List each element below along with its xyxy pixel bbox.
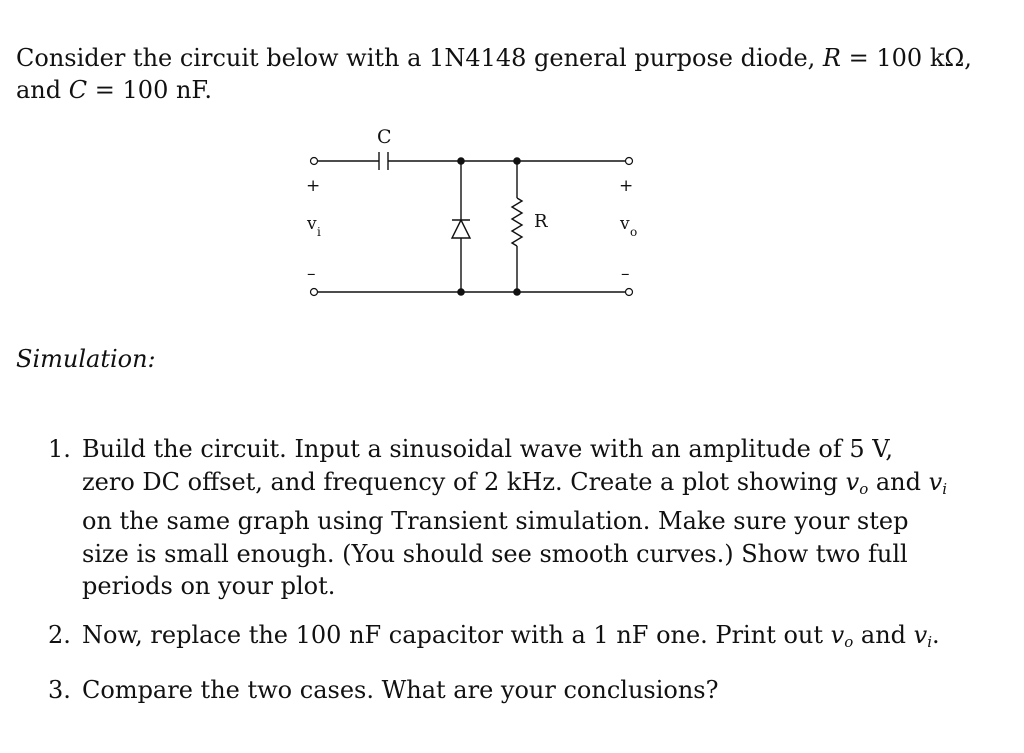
diode-triangle <box>452 220 470 238</box>
var-v: v <box>845 467 860 496</box>
list-item <box>48 433 948 603</box>
item-text: and <box>860 620 907 649</box>
item-text: on the same graph using Transient simulation. Make sure your step size is small enough. (You should see smooth curves.) Show two full periods on your plot. <box>82 507 909 600</box>
input-label: v <box>307 214 317 234</box>
c-value: = 100 nF. <box>94 76 212 104</box>
list-item <box>48 619 948 659</box>
item-text: Compare the two cases. What are your conclusions? <box>82 676 719 704</box>
item-number: 1. <box>48 435 71 463</box>
var-sub: i <box>942 479 948 498</box>
var-sub: o <box>859 479 869 498</box>
var-v: v <box>928 467 943 496</box>
item-text: Now, replace the 100 nF capacitor with a 1 nF one. Print out <box>82 620 824 649</box>
intro-text: Consider the circuit below with a 1N4148 general purpose diode, <box>16 44 816 72</box>
c-symbol: C <box>68 76 88 104</box>
input-terminal-bottom <box>311 289 318 296</box>
var-sub: o <box>844 632 854 651</box>
junction-dot <box>513 288 521 296</box>
item-text: Build the circuit. Input a sinusoidal wave with an amplitude of 5 V, zero DC offset, and frequency of 2 kHz. Create a plot showing <box>82 435 894 496</box>
output-terminal-bottom <box>626 289 633 296</box>
var-v: v <box>830 620 845 649</box>
var-sub: i <box>927 632 933 651</box>
input-sub: i <box>317 225 321 239</box>
and-word: and <box>16 76 62 104</box>
input-plus: + <box>306 176 321 196</box>
junction-dot <box>457 157 465 165</box>
resistor-label: R <box>534 211 548 232</box>
output-label: v <box>620 214 630 234</box>
output-minus: – <box>621 264 630 284</box>
output-plus: + <box>619 176 634 196</box>
output-sub: o <box>630 225 638 239</box>
item-number: 3. <box>48 676 71 704</box>
item-text: . <box>932 620 940 649</box>
section-title: Simulation: <box>16 345 156 373</box>
item-text: and <box>875 467 922 496</box>
input-minus: – <box>307 264 316 284</box>
item-number: 2. <box>48 620 71 649</box>
input-terminal-top <box>311 158 318 165</box>
var-v: v <box>913 620 928 649</box>
capacitor-label: C <box>377 126 392 148</box>
r-symbol: R <box>822 44 841 72</box>
r-value: = 100 kΩ, <box>848 44 972 72</box>
task-list <box>48 433 948 723</box>
resistor-zigzag <box>512 198 522 246</box>
list-item <box>48 674 948 707</box>
junction-dot <box>457 288 465 296</box>
junction-dot <box>513 157 521 165</box>
output-terminal-top <box>626 158 633 165</box>
